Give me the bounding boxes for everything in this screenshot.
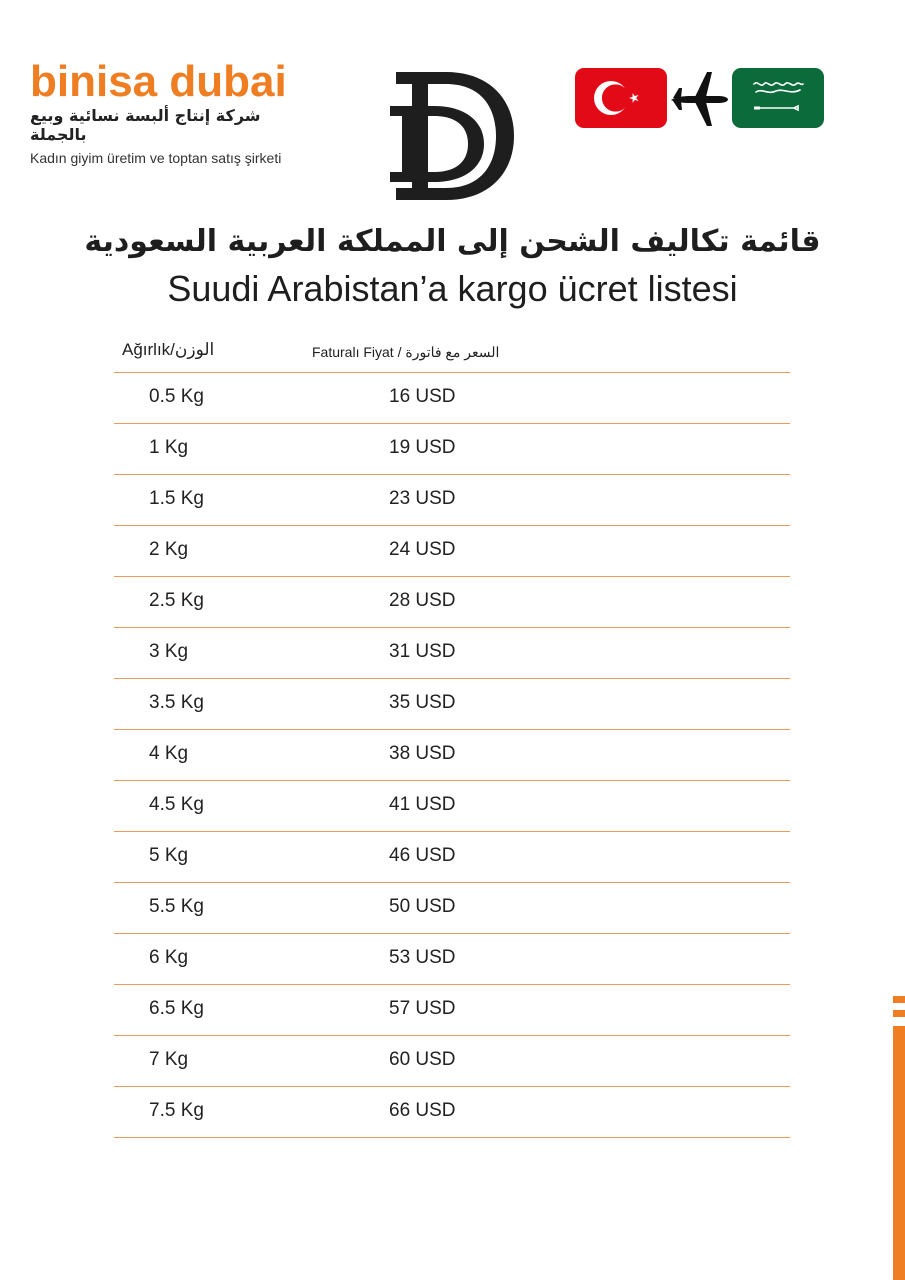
row-weight: 6 Kg	[149, 947, 189, 968]
row-price: 53 USD	[389, 947, 456, 968]
row-weight: 4.5 Kg	[149, 794, 204, 815]
row-price: 38 USD	[389, 743, 456, 764]
table-header	[114, 334, 790, 373]
table-row	[114, 373, 790, 424]
table-row	[114, 1087, 790, 1138]
row-price: 19 USD	[389, 437, 456, 458]
row-weight: 3.5 Kg	[149, 692, 204, 713]
price-table	[114, 334, 790, 1138]
row-price: 31 USD	[389, 641, 456, 662]
table-row	[114, 475, 790, 526]
row-weight: 0.5 Kg	[149, 386, 204, 407]
brand-name: binisa dubai	[30, 57, 287, 106]
brand-turkish-tagline: Kadın giyim üretim ve toptan satış şirketi	[30, 150, 282, 166]
brand-block	[30, 57, 330, 166]
row-weight: 5 Kg	[149, 845, 189, 866]
table-row	[114, 832, 790, 883]
table-row	[114, 985, 790, 1036]
row-weight: 4 Kg	[149, 743, 189, 764]
row-price: 16 USD	[389, 386, 456, 407]
table-row	[114, 730, 790, 781]
row-weight: 6.5 Kg	[149, 998, 204, 1019]
row-weight: 3 Kg	[149, 641, 189, 662]
row-price: 41 USD	[389, 794, 456, 815]
header-price: Faturalı Fiyat / السعر مع فاتورة	[312, 344, 500, 360]
row-price: 35 USD	[389, 692, 456, 713]
title-turkish: Suudi Arabistan’a kargo ücret listesi	[167, 268, 738, 309]
row-price: 66 USD	[389, 1100, 456, 1121]
row-price: 23 USD	[389, 488, 456, 509]
edge-accent-mid	[893, 1010, 905, 1017]
table-row	[114, 526, 790, 577]
edge-accent-bar	[893, 1026, 905, 1280]
title-arabic: قائمة تكاليف الشحن إلى المملكة العربية السعودية	[84, 224, 821, 259]
row-price: 24 USD	[389, 539, 456, 560]
row-weight: 5.5 Kg	[149, 896, 204, 917]
row-weight: 7.5 Kg	[149, 1100, 204, 1121]
saudi-flag-icon	[732, 68, 824, 128]
header-weight: Ağırlık/الوزن	[122, 340, 215, 359]
row-price: 28 USD	[389, 590, 456, 611]
row-price: 46 USD	[389, 845, 456, 866]
row-weight: 7 Kg	[149, 1049, 189, 1070]
table-row	[114, 424, 790, 475]
row-weight: 1.5 Kg	[149, 488, 204, 509]
row-weight: 2 Kg	[149, 539, 189, 560]
row-weight: 2.5 Kg	[149, 590, 204, 611]
table-row	[114, 781, 790, 832]
table-row	[114, 934, 790, 985]
table-row	[114, 1036, 790, 1087]
brand-arabic-tagline: شركة إنتاج ألبسة نسائية وبيع بالجملة	[30, 106, 261, 144]
row-price: 60 USD	[389, 1049, 456, 1070]
row-price: 50 USD	[389, 896, 456, 917]
route-flags	[575, 68, 825, 130]
table-row	[114, 628, 790, 679]
table-row	[114, 679, 790, 730]
dd-monogram-icon	[388, 66, 518, 206]
row-price: 57 USD	[389, 998, 456, 1019]
airplane-icon	[669, 70, 729, 128]
table-row	[114, 883, 790, 934]
turkey-flag-icon	[575, 68, 667, 128]
row-weight: 1 Kg	[149, 437, 189, 458]
edge-accent-top	[893, 996, 905, 1003]
table-row	[114, 577, 790, 628]
